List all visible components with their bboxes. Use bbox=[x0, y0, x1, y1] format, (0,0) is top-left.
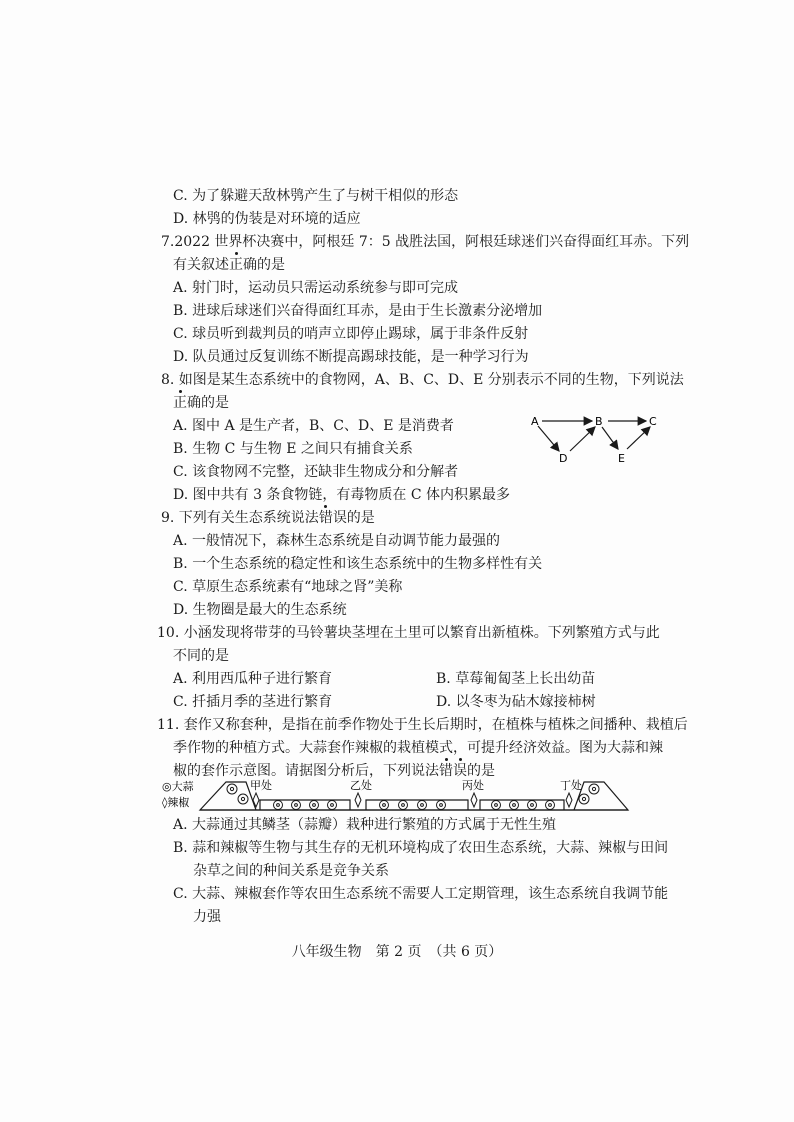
q10-stem-line1: 10. 小涵发现将带芽的马铃薯块茎埋在土里可以繁育出新植株。下列繁殖方式与此 bbox=[157, 625, 660, 641]
garlic-row-2 bbox=[380, 801, 446, 810]
q8-option-c: C. 该食物网不完整，还缺非生物成分和分解者 bbox=[173, 464, 459, 480]
emphasis-dot-char: 正 bbox=[173, 395, 187, 411]
q8-stem-line1: 8. 如图是某生态系统中的食物网，A、B、C、D、E 分别表示不同的生物，下列说法 bbox=[161, 372, 684, 388]
label-bing: 丙处 bbox=[462, 779, 484, 792]
legend-pepper: ◊辣椒 bbox=[162, 796, 190, 809]
q7-option-b: B. 进球后球迷们兴奋得面红耳赤，是由于生长激素分泌增加 bbox=[173, 303, 543, 319]
arrow-d-b bbox=[570, 427, 595, 451]
q11-option-c-line1: C. 大蒜、辣椒套作等农田生态系统不需要人工定期管理，该生态系统自我调节能 bbox=[173, 886, 669, 902]
q11-option-b-line2: 杂草之间的种间关系是竞争关系 bbox=[193, 863, 389, 879]
garlic-row-3 bbox=[492, 801, 555, 810]
emphasis-dot-char: 误 bbox=[453, 763, 467, 779]
q8-option-b: B. 生物 C 与生物 E 之间只有捕食关系 bbox=[173, 441, 413, 457]
q9-option-d: D. 生物圈是最大的生态系统 bbox=[173, 602, 347, 618]
q8-option-d: D. 图中共有 3 条食物链，有毒物质在 C 体内积累最多 bbox=[173, 487, 511, 503]
node-b: B bbox=[595, 415, 603, 428]
food-web-diagram bbox=[528, 408, 664, 466]
node-a: A bbox=[531, 415, 539, 428]
q8-option-a: A. 图中 A 是生产者，B、C、D、E 是消费者 bbox=[173, 418, 454, 434]
q11-stem-line2: 季作物的种植方式。大蒜套作辣椒的栽植模式，可提升经济效益。图为大蒜和辣 bbox=[173, 740, 663, 756]
pepper-plant bbox=[566, 793, 572, 807]
q10-option-a: A. 利用西瓜种子进行繁育 bbox=[173, 671, 333, 687]
q7-option-c: C. 球员听到裁判员的哨声立即停止踢球，属于非条件反射 bbox=[173, 326, 529, 342]
q9-option-a: A. 一般情况下，森林生态系统是自动调节能力最强的 bbox=[173, 533, 501, 549]
q11-option-c-line2: 力强 bbox=[193, 909, 221, 925]
pepper-plant bbox=[355, 793, 361, 807]
label-yi: 乙处 bbox=[350, 779, 372, 792]
label-jia: 甲处 bbox=[250, 779, 272, 792]
q11-stem-line1: 11. 套作又称套种，是指在前季作物处于生长后期时，在植株与植株之间播种、栽植后 bbox=[157, 717, 688, 733]
arrow-b-e bbox=[602, 427, 618, 449]
page-footer: 八年级生物 第 2 页 （共 6 页） bbox=[291, 944, 503, 960]
q11-option-a: A. 大蒜通过其鳞茎（蒜瓣）栽种进行繁殖的方式属于无性生殖 bbox=[173, 817, 557, 833]
q6-option-c: C. 为了躲避天敌林鸮产生了与树干相似的形态 bbox=[173, 188, 459, 204]
q7-stem-line2: 有关叙述正确的是 bbox=[173, 257, 285, 273]
node-d: D bbox=[559, 452, 568, 465]
q8-stem-line2: 正确的是 bbox=[173, 395, 229, 411]
q11-option-b-line1: B. 蒜和辣椒等生物与其生存的无机环境构成了农田生态系统，大蒜、辣椒与田间 bbox=[173, 840, 669, 856]
q7-stem-line1: 7.2022 世界杯决赛中，阿根廷 7：5 战胜法国，阿根廷球迷们兴奋得面红耳赤。下列 bbox=[161, 234, 690, 250]
q6-option-d: D. 林鸮的伪装是对环境的适应 bbox=[173, 211, 361, 227]
intercropping-diagram bbox=[160, 778, 630, 812]
q9-stem: 9. 下列有关生态系统说法错误的是 bbox=[161, 510, 375, 526]
legend-garlic: ◎大蒜 bbox=[162, 780, 194, 793]
pepper-plant bbox=[471, 793, 477, 807]
garlic-row-1 bbox=[274, 801, 337, 810]
emphasis-dot-char: 错 bbox=[318, 510, 333, 526]
q10-stem-line2: 不同的是 bbox=[173, 648, 229, 664]
q11-stem-line3: 椒的套作示意图。请据图分析后，下列说法错误的是 bbox=[173, 763, 495, 779]
q7-option-d: D. 队员通过反复训练不断提高踢球技能，是一种学习行为 bbox=[173, 349, 529, 365]
arrow-a-d bbox=[538, 426, 559, 451]
q10-option-d: D. 以冬枣为砧木嫁接柿树 bbox=[436, 694, 596, 710]
q9-option-b: B. 一个生态系统的稳定性和该生态系统中的生物多样性有关 bbox=[173, 556, 543, 572]
label-ding: 丁处 bbox=[560, 779, 582, 792]
emphasis-dot-char: 正 bbox=[229, 257, 243, 273]
garlic-plant bbox=[227, 784, 248, 804]
q9-option-c: C. 草原生态系统素有“地球之肾”美称 bbox=[173, 579, 403, 595]
arrow-e-c bbox=[627, 427, 650, 449]
q10-option-c: C. 扦插月季的茎进行繁育 bbox=[173, 694, 333, 710]
node-e: E bbox=[618, 452, 625, 465]
node-c: C bbox=[649, 415, 657, 428]
q7-option-a: A. 射门时，运动员只需运动系统参与即可完成 bbox=[173, 280, 459, 296]
emphasis-dot-char: 错 bbox=[439, 763, 453, 779]
q10-option-b: B. 草莓匍匐茎上长出幼苗 bbox=[436, 671, 596, 687]
